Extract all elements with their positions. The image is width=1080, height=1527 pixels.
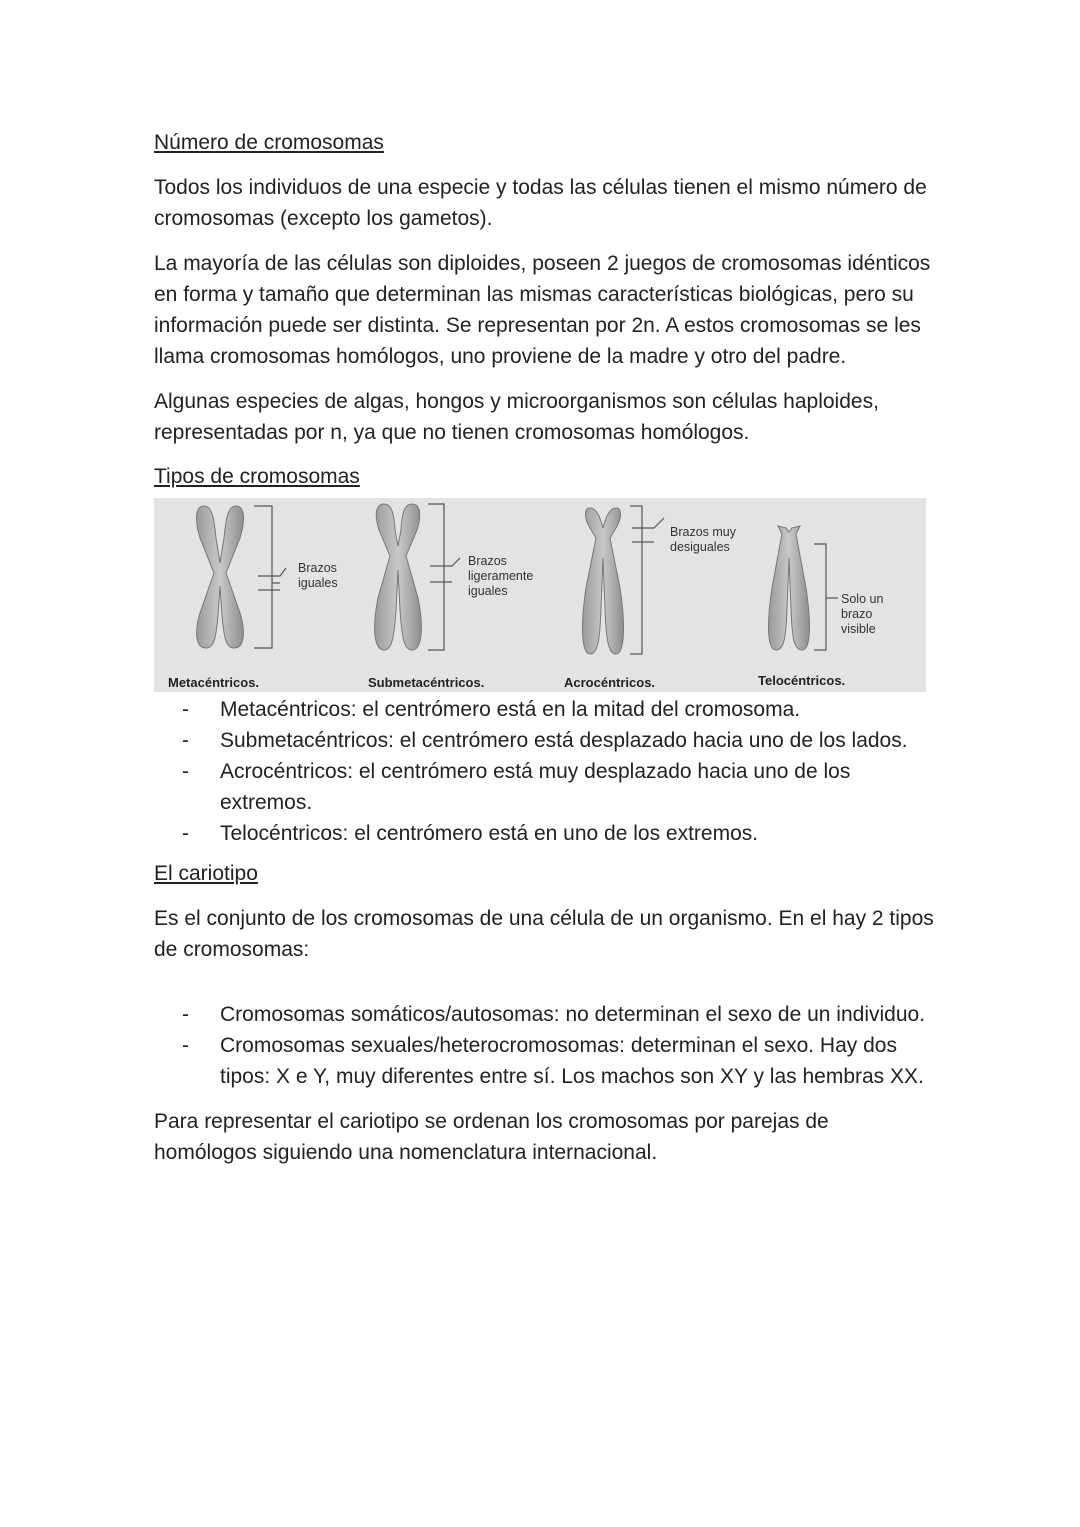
paragraph-numero-3: Algunas especies de algas, hongos y microorganismos son células haploides, representadas por n, ya que no tienen cromosomas homólogos. [154, 390, 879, 444]
paragraph-numero-2: La mayoría de las células son diploides, poseen 2 juegos de cromosomas idénticos en forma y tamaño que determinan las mismas características biológicas, pero su información puede ser distinta. Se representan por 2n. A estos cromosomas se les llama cromosomas homólogos, uno proviene de la madre y otro del padre. [154, 252, 931, 368]
label-brazos-iguales: Brazos iguales [298, 561, 338, 590]
metacentric-chromosome [197, 506, 244, 648]
list-item: - Submetacéntricos: el centrómero está desplazado hacia uno de los lados. [182, 729, 908, 752]
caption-telocentricos: Telocéntricos. [758, 673, 846, 688]
list-cariotipo [154, 999, 934, 1092]
list-item: - Cromosomas somáticos/autosomas: no determinan el sexo de un individuo. [182, 1003, 926, 1026]
caption-acrocentricos: Acrocéntricos. [564, 675, 656, 690]
chromosome-types-figure [154, 498, 926, 692]
paragraph-cariotipo-2: Para representar el cariotipo se ordenan los cromosomas por parejas de homólogos siguiendo una nomenclatura internacional. [154, 1110, 829, 1164]
list-item: - Cromosomas sexuales/heterocromosomas: determinan el sexo. Hay dos tipos: X e Y, muy diferentes entre sí. Los machos son XY y las hembras XX. [182, 1034, 924, 1088]
caption-metacentricos: Metacéntricos. [168, 675, 260, 690]
telocentric-chromosome [769, 526, 810, 650]
acrocentric-chromosome [583, 508, 624, 654]
paragraph-cariotipo-1: Es el conjunto de los cromosomas de una célula de un organismo. En el hay 2 tipos de cromosomas: [154, 907, 934, 961]
label-brazos-muy-desiguales: Brazos muy desiguales [670, 525, 736, 554]
list-tipos [154, 694, 934, 849]
list-item: - Metacéntricos: el centrómero está en la mitad del cromosoma. [182, 698, 801, 721]
heading-numero: Número de cromosomas [154, 131, 384, 154]
caption-submetacentricos: Submetacéntricos. [368, 675, 485, 690]
submetacentric-chromosome [375, 504, 422, 650]
label-solo-un-brazo: Solo un brazo visible [841, 592, 884, 636]
list-item: - Telocéntricos: el centrómero está en uno de los extremos. [182, 822, 759, 845]
label-brazos-ligeramente-iguales: Brazos ligeramente iguales [468, 554, 534, 598]
heading-cariotipo: El cariotipo [154, 862, 258, 885]
paragraph-numero-1: Todos los individuos de una especie y todas las células tienen el mismo número de cromosomas (excepto los gametos). [154, 176, 927, 230]
list-item: - Acrocéntricos: el centrómero está muy desplazado hacia uno de los extremos. [182, 760, 851, 814]
document-page [154, 128, 934, 1182]
heading-tipos: Tipos de cromosomas [154, 465, 360, 488]
